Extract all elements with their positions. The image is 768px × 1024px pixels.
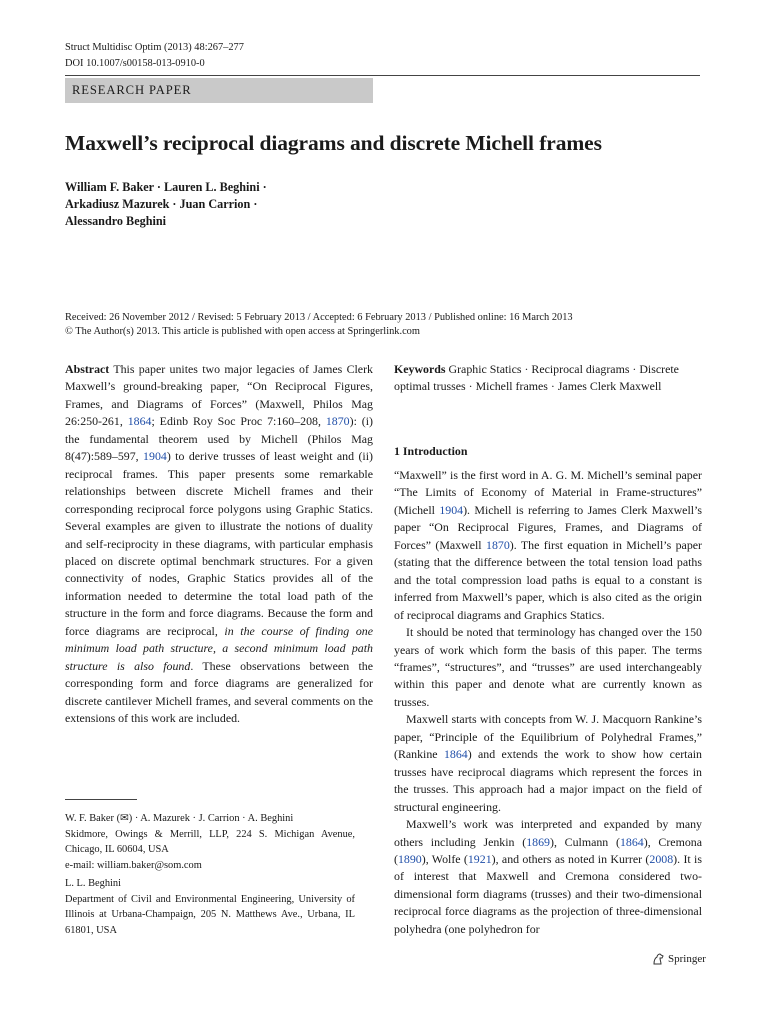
- history-line: Received: 26 November 2012 / Revised: 5 February 2013 / Accepted: 6 February 2013 / Published online: 16 March 2013: [65, 312, 573, 323]
- abstract-label: Abstract: [65, 362, 110, 376]
- keywords-text: Graphic Statics · Reciprocal diagrams · Discrete optimal trusses · Michell frames · James Clerk Maxwell: [394, 362, 679, 394]
- publisher-name: Springer: [668, 953, 706, 965]
- copyright-line: © The Author(s) 2013. This article is published with open access at Springerlink.com: [65, 326, 420, 337]
- citation-link[interactable]: 2008: [649, 851, 674, 866]
- publication-dates: [65, 311, 573, 339]
- citation-link[interactable]: 1864: [619, 834, 644, 849]
- paragraph-text: ), and others as noted in Kurrer (: [491, 851, 650, 866]
- paragraph-text: Maxwell’s work was interpreted and expanded by many others including Jenkin (: [394, 817, 702, 849]
- paragraph-text: “Maxwell” is the first word in A. G. M. Michell’s seminal paper “The Limits of Economy of Material in Frame-structures” (Michell: [394, 468, 702, 517]
- paragraph-text: ). The first equation in Michell’s paper (stating that the difference between the total tension load paths and the total compression load paths is equal to a constant is inferred from Maxwell’s paper, which is also cited as the origin of reciprocal diagrams and Graphics Statics.: [394, 537, 702, 622]
- author-list: [65, 179, 267, 230]
- paragraph-text: ), Cremona (: [394, 834, 702, 866]
- abstract-text: This paper unites two major legacies of James Clerk Maxwell’s ground-breaking paper, “On Reciprocal Figures, Frames, and Diagrams of Forces” (Maxwell, Philos Mag 26:250-261,: [65, 362, 373, 429]
- citation-link[interactable]: 1904: [439, 502, 464, 517]
- affiliation-1: [65, 811, 355, 873]
- citation-link[interactable]: 1864: [127, 414, 152, 429]
- authors-line: Alessandro Beghini: [65, 214, 167, 228]
- authors-line: William F. Baker · Lauren L. Beghini ·: [65, 180, 267, 194]
- abstract-emphasis: in the course of finding one minimum load path structure, a second minimum load path structure is also found: [65, 623, 373, 673]
- citation-link[interactable]: 1921: [467, 851, 492, 866]
- citation-link[interactable]: 1869: [526, 834, 550, 849]
- citation-link[interactable]: 1870: [486, 537, 510, 552]
- paragraph-text: Maxwell starts with concepts from W. J. Macquorn Rankine’s paper, “Principle of the Equilibrium of Polyhedral Frames,” (Rankine: [394, 712, 702, 762]
- paragraph-text: ). It is of interest that Maxwell and Cremona considered two-dimensional form diagrams (trusses) and their two-dimensional reciprocal force diagrams as the projection of three-dimensional polyhedra (one polyhedron for: [394, 851, 702, 936]
- paragraph-text: ), Culmann (: [549, 834, 620, 849]
- citation-link[interactable]: 1904: [143, 449, 167, 464]
- journal-citation: Struct Multidisc Optim (2013) 48:267–277: [65, 42, 244, 53]
- citation-link[interactable]: 1890: [397, 851, 422, 866]
- abstract: [65, 361, 373, 728]
- authors-line: Arkadiusz Mazurek · Juan Carrion ·: [65, 197, 258, 211]
- section-heading: 1 Introduction: [394, 444, 468, 458]
- paragraph: [394, 816, 702, 938]
- introduction-body: [394, 467, 702, 938]
- contact-email[interactable]: e-mail: william.baker@som.com: [65, 859, 202, 871]
- abstract-text: ) to derive trusses of least weight and (ii) reciprocal frames. This paper presents some remarkable relationships between discrete Michell frames and their corresponding reciprocal force polygons using Graphic Statics. Several examples are given to illustrate the notions of duality and self-reciprocity in these diagrams, with particular emphasis placed on discrete optimal benchmark structures. For a given connectivity of nodes, Graphic Statics provides all of the information needed to determine the total load path of the structure in the form and force diagrams. Because the form and force diagrams are reciprocal,: [65, 449, 373, 638]
- affiliation-2: [65, 876, 355, 938]
- citation-link[interactable]: 1870: [325, 414, 350, 429]
- paragraph-text: ). Michell is referring to James Clerk Maxwell’s paper “On Reciprocal Figures, Frames, and Diagrams of Forces” (Maxwell: [394, 502, 702, 552]
- paragraph: [394, 711, 702, 816]
- springer-horse-icon: [651, 952, 665, 966]
- article-type-banner: RESEARCH PAPER: [65, 78, 373, 103]
- affiliation-authors: W. F. Baker (✉) · A. Mazurek · J. Carrion · A. Beghini: [65, 813, 294, 824]
- keywords-label: Keywords: [394, 362, 446, 376]
- footnote-rule: [65, 799, 137, 800]
- journal-info: [65, 40, 244, 71]
- citation-link[interactable]: 1864: [443, 747, 468, 762]
- affiliation-address: Skidmore, Owings & Merrill, LLP, 224 S. Michigan Avenue, Chicago, IL 60604, USA: [65, 828, 355, 855]
- publisher-mark: [651, 952, 706, 966]
- doi: DOI 10.1007/s00158-013-0910-0: [65, 57, 205, 69]
- paragraph: [394, 467, 702, 624]
- affiliation-address: Department of Civil and Environmental Engineering, University of Illinois at Urbana-Champaign, 205 N. Matthews Ave., Urbana, IL 61801, USA: [65, 893, 355, 936]
- paragraph-text: ) and extends the work to show how certain trusses have reciprocal diagrams which represent the forces in the trusses. This approach had a major impact on the field of structural engineering.: [394, 747, 703, 814]
- paragraph-text: ), Wolfe (: [421, 851, 468, 866]
- paper-title: Maxwell’s reciprocal diagrams and discrete Michell frames: [65, 131, 602, 155]
- header-rule: [65, 75, 700, 76]
- affiliation-authors: L. L. Beghini: [65, 878, 121, 889]
- abstract-text: ; Edinb Roy Soc Proc 7:160–208,: [151, 414, 326, 429]
- paragraph: It should be noted that terminology has changed over the 150 years of work which form the basis of this paper. The terms “frames”, “structures”, and “trusses” are used interchangeably within this paper and denote what are currently known as trusses.: [394, 625, 702, 709]
- keywords: [394, 361, 702, 396]
- abstract-text: ): (i) the fundamental theorem used by Michell (Philos Mag 8(47):589–597,: [65, 414, 373, 464]
- abstract-text: . These observations between the corresponding form and force diagrams are generalized for discrete cantilever Michell frames, and several comments on the extensions of this work are included.: [65, 658, 373, 726]
